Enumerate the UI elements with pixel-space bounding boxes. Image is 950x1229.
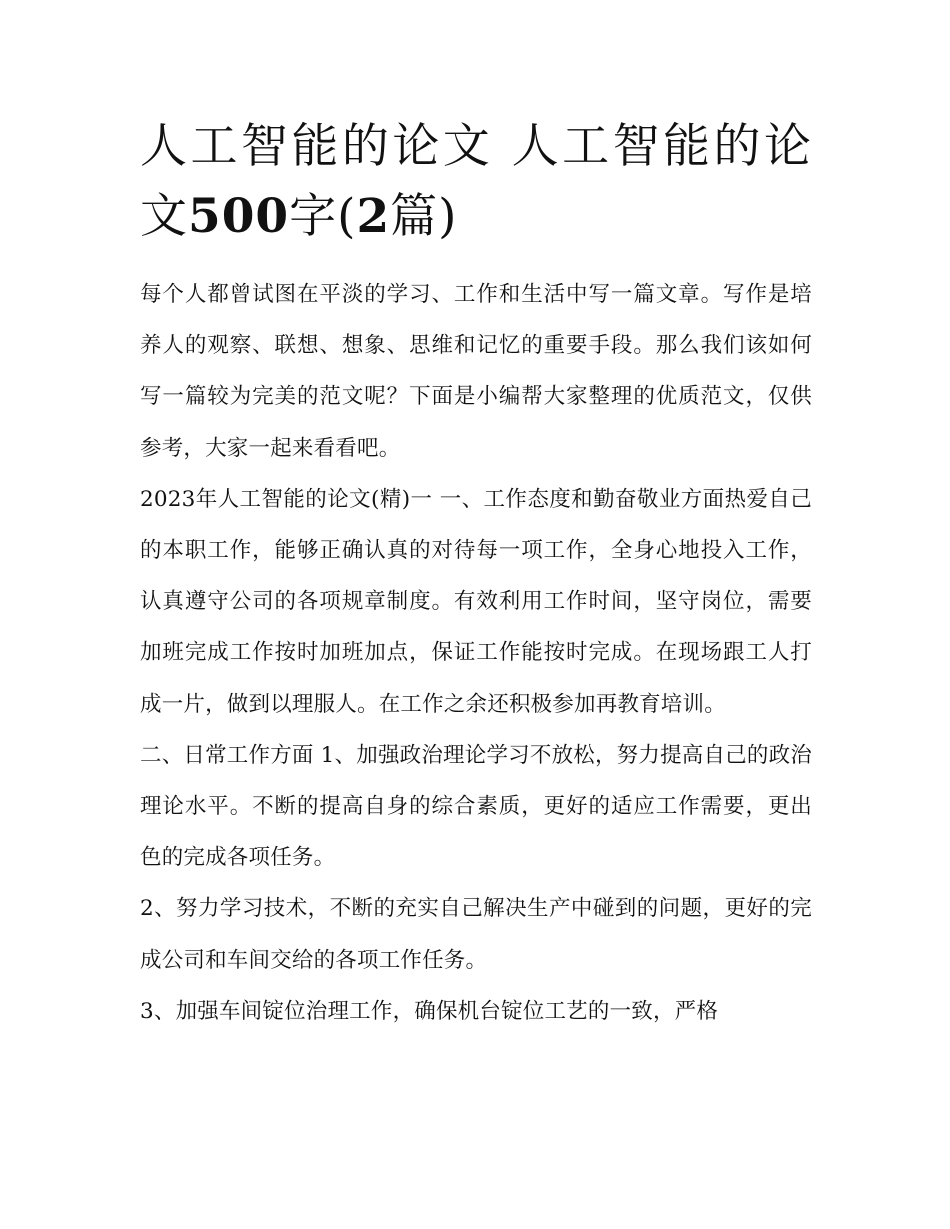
paragraph-workshop-management: 3、加强车间锭位治理工作，确保机台锭位工艺的一致，严格 [140,998,719,1024]
document-body [140,269,812,1037]
paragraph-intro: 每个人都曾试图在平淡的学习、工作和生活中写一篇文章。写作是培养人的观察、联想、想象、思维和记忆的重要手段。那么我们该如何写一篇较为完美的范文呢？下面是小编帮大家整理的优质范文，仅供参考，大家一起来看看吧。 [140,282,812,461]
title-number-500: 500 [188,189,290,244]
paragraph-daily-work: 二、日常工作方面 1、加强政治理论学习不放松，努力提高自己的政治理论水平。不断的提高自身的综合素质，更好的适应工作需要，更出色的完成各项任务。 [140,742,812,871]
document-title [140,112,812,252]
paragraph-work-attitude: 2023年人工智能的论文(精)一 一、工作态度和勤奋敬业方面热爱自己的本职工作，能够正确认真的对待每一项工作，全身心地投入工作，认真遵守公司的各项规章制度。有效利用工作时间，坚守岗位，需要加班完成工作按时加班加点，保证工作能按时完成。在现场跟工人打成一片，做到以理服人。在工作之余还积极参加再教育培训。 [140,486,812,717]
title-text-2: 字( [289,189,357,244]
title-text-1: 人工智能的论文 人工智能的论文 [140,119,812,244]
title-number-2: 2 [356,189,391,244]
paragraph-study-technology: 2、努力学习技术，不断的充实自己解决生产中碰到的问题，更好的完成公司和车间交给的各项工作任务。 [140,896,812,973]
title-text-3: 篇) [390,189,458,244]
document-page [140,112,812,1037]
